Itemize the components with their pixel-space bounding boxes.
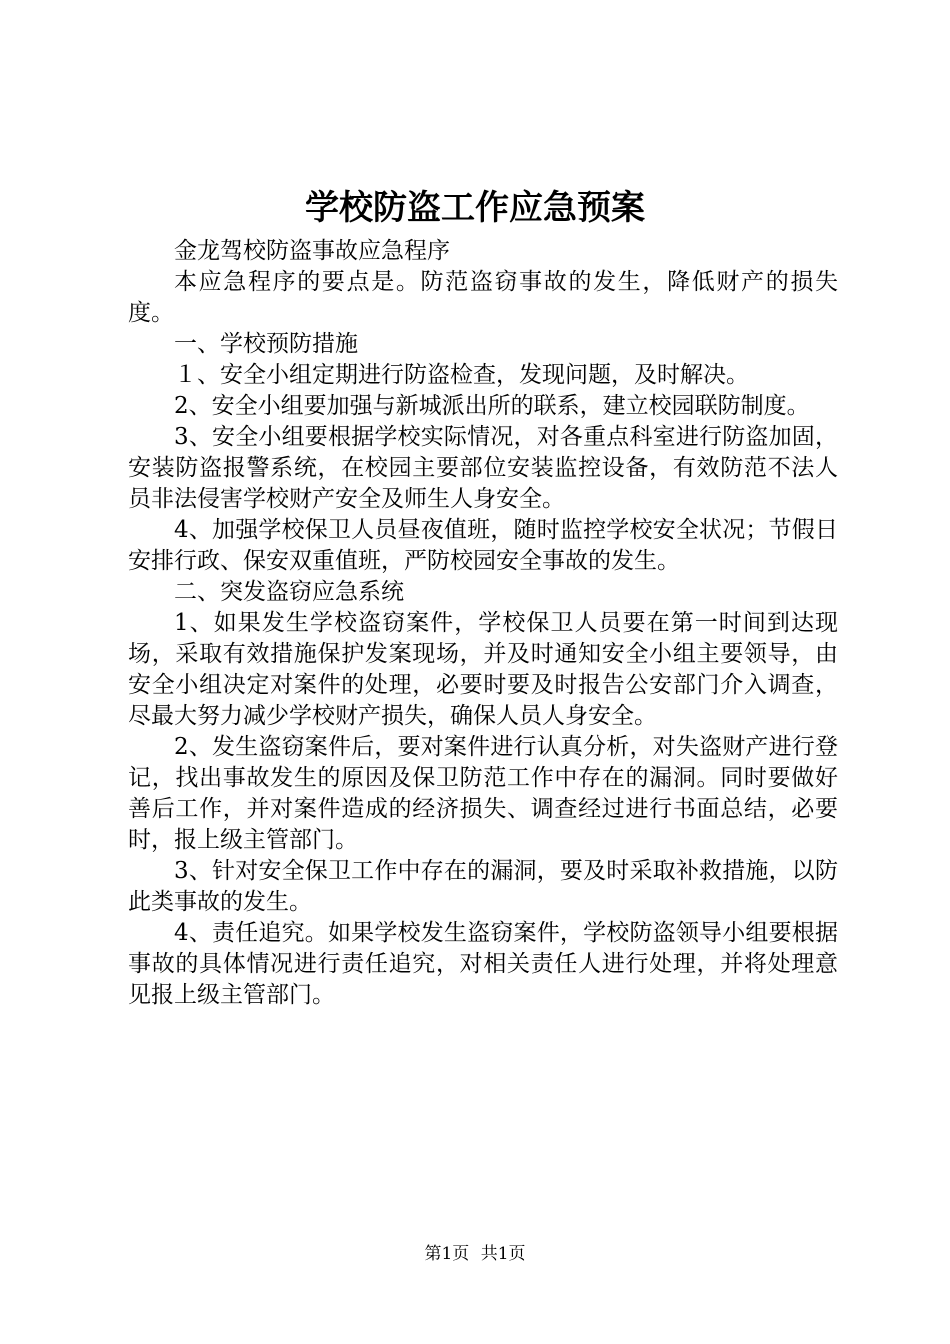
- page-footer: [0, 1243, 950, 1265]
- section-heading-emergency: 二、突发盗窃应急系统: [174, 579, 404, 605]
- paragraph-prevention-3: 3、安全小组要根据学校实际情况，对各重点科室进行防盗加固，安装防盗报警系统，在校园主要部位安装监控设备，有效防范不法人员非法侵害学校财产安全及师生人身安全。: [128, 424, 838, 512]
- paragraph-emergency-1: 1、如果发生学校盗窃案件，学校保卫人员要在第一时间到达现场，采取有效措施保护发案现场，并及时通知安全小组主要领导，由安全小组决定对案件的处理，必要时要及时报告公安部门介入调查，尽最大努力减少学校财产损失，确保人员人身安全。: [128, 610, 838, 729]
- paragraph-prevention-4: 4、加强学校保卫人员昼夜值班，随时监控学校安全状况；节假日安排行政、保安双重值班，严防校园安全事故的发生。: [128, 517, 838, 574]
- paragraph-subtitle: 金龙驾校防盗事故应急程序: [174, 238, 450, 264]
- paragraph-emergency-3: 3、针对安全保卫工作中存在的漏洞，要及时采取补救措施，以防此类事故的发生。: [128, 858, 838, 915]
- paragraph-emergency-4: 4、责任追究。如果学校发生盗窃案件，学校防盗领导小组要根据事故的具体情况进行责任追究，对相关责任人进行处理，并将处理意见报上级主管部门。: [128, 920, 838, 1008]
- page-number-current: 第1页: [424, 1244, 470, 1264]
- paragraph-intro: 本应急程序的要点是。防范盗窃事故的发生，降低财产的损失度。: [128, 269, 838, 326]
- paragraph-prevention-2: 2、安全小组要加强与新城派出所的联系，建立校园联防制度。: [174, 393, 810, 419]
- page-number-total: 共1页: [480, 1244, 526, 1264]
- page-title: 学校防盗工作应急预案: [305, 188, 645, 228]
- paragraph-prevention-1: １、安全小组定期进行防盗检查，发现问题，及时解决。: [174, 362, 749, 388]
- document-body: [128, 236, 838, 1011]
- paragraph-emergency-2: 2、发生盗窃案件后，要对案件进行认真分析，对失盗财产进行登记，找出事故发生的原因及保卫防范工作中存在的漏洞。同时要做好善后工作，并对案件造成的经济损失、调查经过进行书面总结，必要时，报上级主管部门。: [128, 734, 838, 853]
- section-heading-prevention: 一、学校预防措施: [174, 331, 358, 357]
